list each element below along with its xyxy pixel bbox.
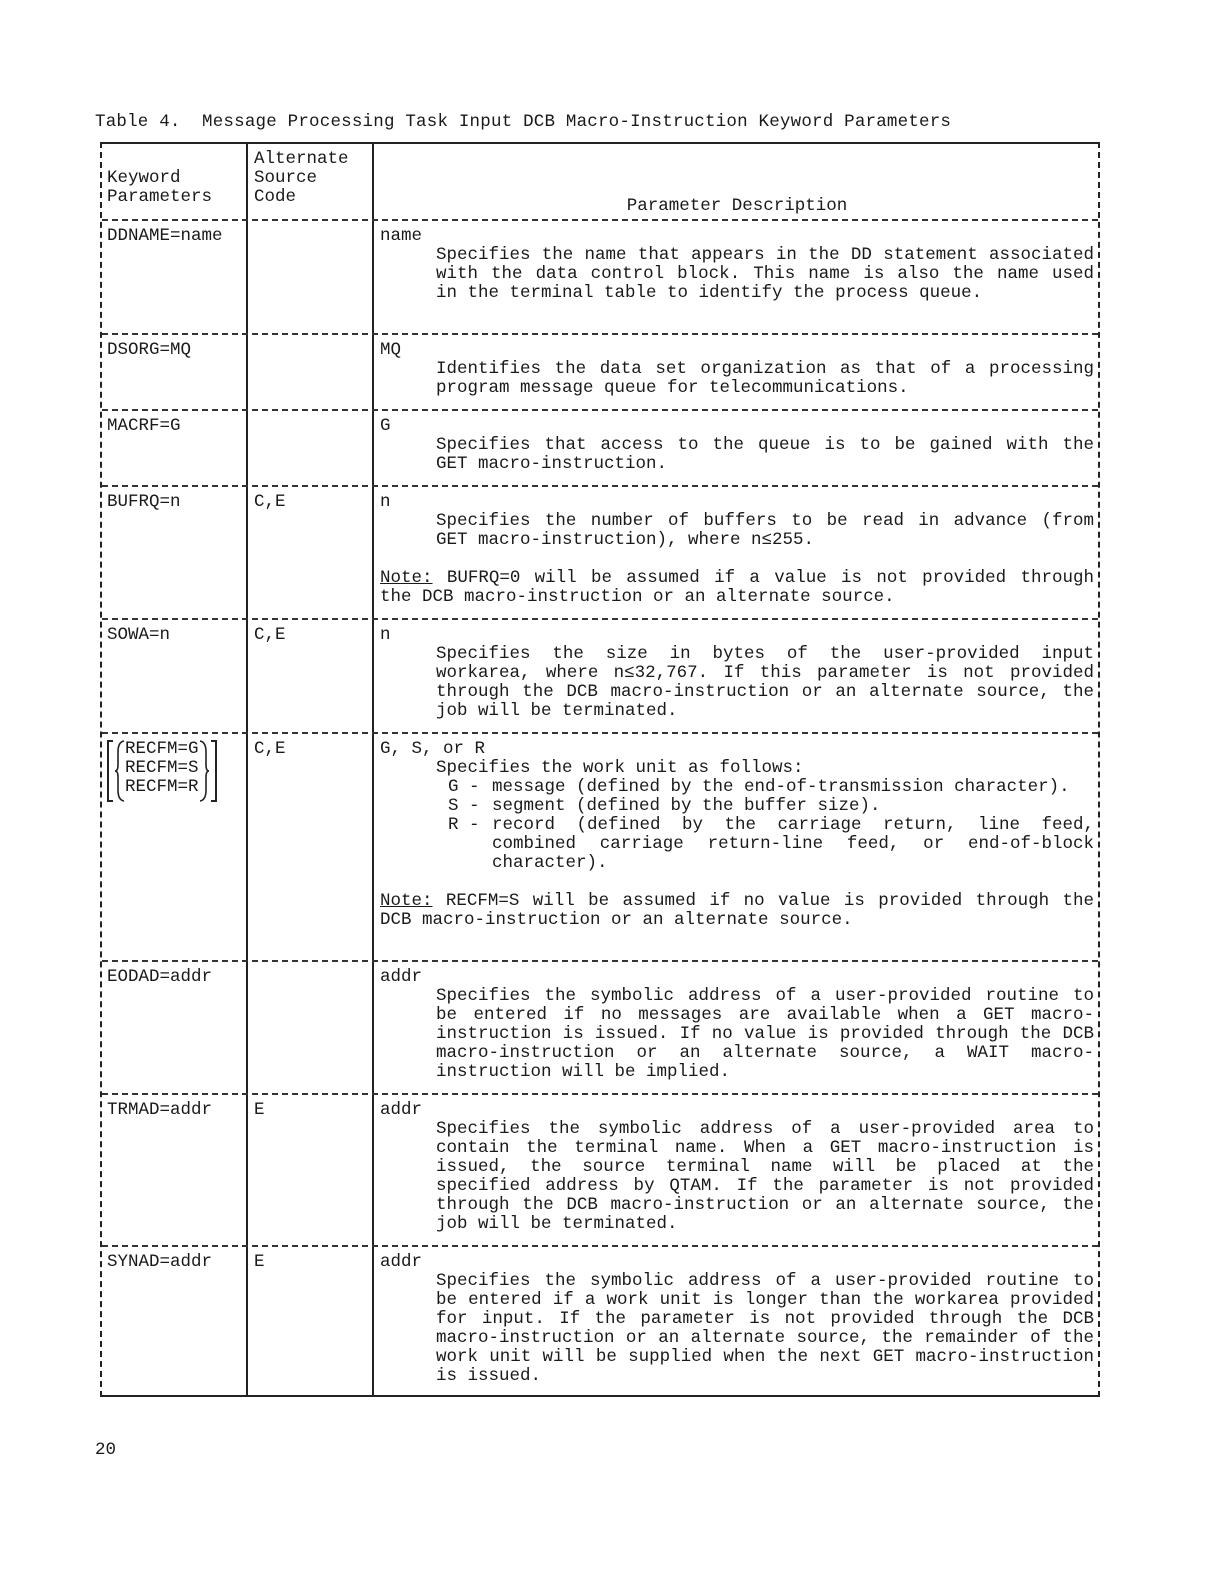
row-code (248, 962, 374, 1093)
row-value: G, S, or R (380, 739, 486, 759)
row-code: E (248, 1247, 374, 1395)
row-code (248, 411, 374, 485)
right-brace-icon (199, 740, 209, 802)
recfm-option: RECFM=G (125, 739, 199, 759)
header-description-text: Parameter Description (626, 196, 848, 216)
row-code (248, 335, 374, 409)
row-description (374, 620, 1098, 732)
row-value: MQ (380, 340, 402, 360)
right-bracket (211, 740, 217, 802)
row-value: G (380, 416, 391, 436)
row-keyword: BUFRQ=n (102, 487, 248, 618)
list-item (448, 816, 1094, 873)
header-alternate-line: Alternate (254, 149, 349, 169)
note-label: Note: (380, 568, 433, 588)
left-brace-icon (115, 740, 125, 802)
table-row (102, 221, 1098, 335)
row-description-text: Specifies the size in bytes of the user-provided input workarea, where n≤32,767. If this parameter is not provided through the DCB macro-instruction or an alternate source, the job will be terminated. (436, 644, 1094, 721)
table-row (102, 487, 1098, 620)
row-description-text: Specifies the name that appears in the DD statement associated with the data control block. This name is also the name used in the terminal table to identify the process queue. (436, 245, 1094, 303)
row-description (374, 1095, 1098, 1245)
row-keyword: DDNAME=name (102, 221, 248, 333)
header-keyword (102, 144, 248, 219)
item-key: G - (448, 777, 480, 797)
table-row (102, 620, 1098, 734)
row-keyword (102, 734, 248, 960)
header-keyword-line: Parameters (107, 187, 213, 207)
row-value: name (380, 226, 423, 246)
item-text: record (defined by the carriage return, line feed, combined carriage return-line feed, or end-of-block character). (492, 815, 1094, 873)
note-label: Note: (380, 891, 433, 911)
page-number: 20 (95, 1440, 117, 1460)
row-note (380, 569, 1094, 607)
table-row (102, 734, 1098, 962)
row-code: C,E (248, 620, 374, 732)
table-header (102, 144, 1098, 221)
row-description-text: Specifies the symbolic address of a user-provided routine to be entered if a work unit is longer than the workarea provided for input. If the parameter is not provided through the DCB macro-instruction or an alternate source, the remainder of the work unit will be supplied when the next GET macro-instruction is issued. (436, 1271, 1094, 1386)
row-value: addr (380, 967, 423, 987)
list-item (448, 778, 1094, 797)
row-description-text: Specifies that access to the queue is to be gained with the GET macro-instruction. (436, 435, 1094, 474)
row-keyword: SOWA=n (102, 620, 248, 732)
keyword-parameters-table (100, 142, 1100, 1397)
row-description-text: Identifies the data set organization as that of a processing program message queue for telecommunications. (436, 359, 1094, 398)
header-alternate-line: Source (254, 168, 318, 188)
row-value: addr (380, 1100, 423, 1120)
row-value: n (380, 625, 391, 645)
table-row (102, 411, 1098, 487)
item-text: message (defined by the end-of-transmission character). (492, 777, 1070, 797)
table-row (102, 335, 1098, 411)
item-key: S - (448, 796, 480, 816)
item-key: R - (448, 815, 480, 835)
header-keyword-line: Keyword (107, 168, 181, 188)
work-unit-list (448, 778, 1094, 873)
row-keyword: MACRF=G (102, 411, 248, 485)
row-keyword: EODAD=addr (102, 962, 248, 1093)
table-row (102, 1247, 1098, 1395)
header-alternate-line: Code (254, 187, 297, 207)
row-code: C,E (248, 487, 374, 618)
row-description (374, 411, 1098, 485)
row-code: E (248, 1095, 374, 1245)
row-description (374, 335, 1098, 409)
row-value: n (380, 492, 391, 512)
recfm-option: RECFM=R (125, 777, 199, 797)
note-text: RECFM=S will be assumed if no value is provided through the DCB macro-instruction or an alternate source. (380, 891, 1094, 930)
recfm-bracket-group (107, 740, 242, 802)
left-bracket (107, 740, 113, 802)
header-description (374, 144, 1098, 219)
row-code (248, 221, 374, 333)
note-text: BUFRQ=0 will be assumed if a value is not provided through the DCB macro-instruction or an alternate source. (380, 568, 1094, 607)
row-description (374, 962, 1098, 1093)
row-note (380, 892, 1094, 930)
row-code: C,E (248, 734, 374, 960)
row-description (374, 1247, 1098, 1395)
row-keyword: SYNAD=addr (102, 1247, 248, 1395)
table-row (102, 1095, 1098, 1247)
row-value: addr (380, 1252, 423, 1272)
row-description-text: Specifies the number of buffers to be read in advance (from GET macro-instruction), where n≤255. (436, 511, 1094, 550)
list-item (448, 797, 1094, 816)
header-alternate (248, 144, 374, 219)
recfm-list (125, 740, 199, 802)
item-text: segment (defined by the buffer size). (492, 796, 881, 816)
table-caption: Table 4. Message Processing Task Input DCB Macro-Instruction Keyword Parameters (95, 112, 952, 132)
row-description (374, 221, 1098, 333)
table-row (102, 962, 1098, 1095)
row-description (374, 487, 1098, 618)
row-description (374, 734, 1098, 960)
row-description-text: Specifies the symbolic address of a user-provided routine to be entered if no messages are available when a GET macro-instruction is issued. If no value is provided through the DCB macro-instruction or an alternate source, a WAIT macro-instruction will be implied. (436, 986, 1094, 1082)
row-keyword: DSORG=MQ (102, 335, 248, 409)
row-description-text: Specifies the work unit as follows: (436, 758, 804, 778)
recfm-option: RECFM=S (125, 758, 199, 778)
row-description-text: Specifies the symbolic address of a user-provided area to contain the terminal name. When a GET macro-instruction is issued, the source terminal name will be placed at the specified address by QTAM. If the parameter is not provided through the DCB macro-instruction or an alternate source, the job will be terminated. (436, 1119, 1094, 1234)
row-keyword: TRMAD=addr (102, 1095, 248, 1245)
